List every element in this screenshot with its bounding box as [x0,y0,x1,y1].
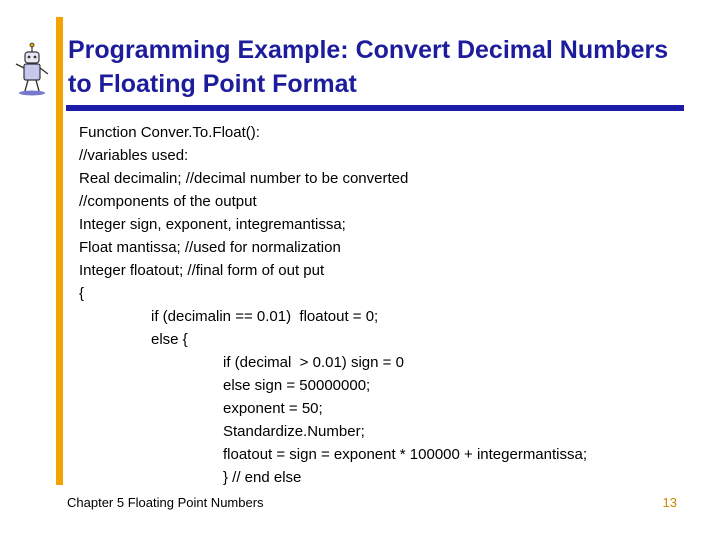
code-line: floatout = sign = exponent * 100000 + integermantissa; [223,446,588,463]
page-number: 13 [662,495,677,510]
code-block [79,121,699,489]
code-line: if (decimal > 0.01) sign = 0 [223,354,404,371]
code-line: if (decimalin == 0.01) floatout = 0; [151,308,379,325]
code-line: Integer sign, exponent, integremantissa; [79,216,346,233]
code-line: //variables used: [79,147,189,164]
code-line: else sign = 50000000; [223,377,371,394]
title-rule [66,105,684,111]
code-line: exponent = 50; [223,400,323,417]
footer-text: Chapter 5 Floating Point Numbers [67,495,264,510]
code-line: else { [151,331,188,348]
code-line: Integer floatout; //final form of out put [79,262,325,279]
code-line: Float mantissa; //used for normalization [79,239,341,256]
robot-mascot-icon [12,40,52,96]
slide-title: Programming Example: Convert Decimal Numbers to Floating Point Format [68,36,669,98]
code-line: Standardize.Number; [223,423,365,440]
code-line: } // end else [223,469,302,486]
accent-vertical-bar [56,17,63,485]
code-line: { [79,285,85,302]
code-line: Function Conver.To.Float(): [79,124,260,141]
code-line: Real decimalin; //decimal number to be converted [79,170,409,187]
code-line: //components of the output [79,193,257,210]
